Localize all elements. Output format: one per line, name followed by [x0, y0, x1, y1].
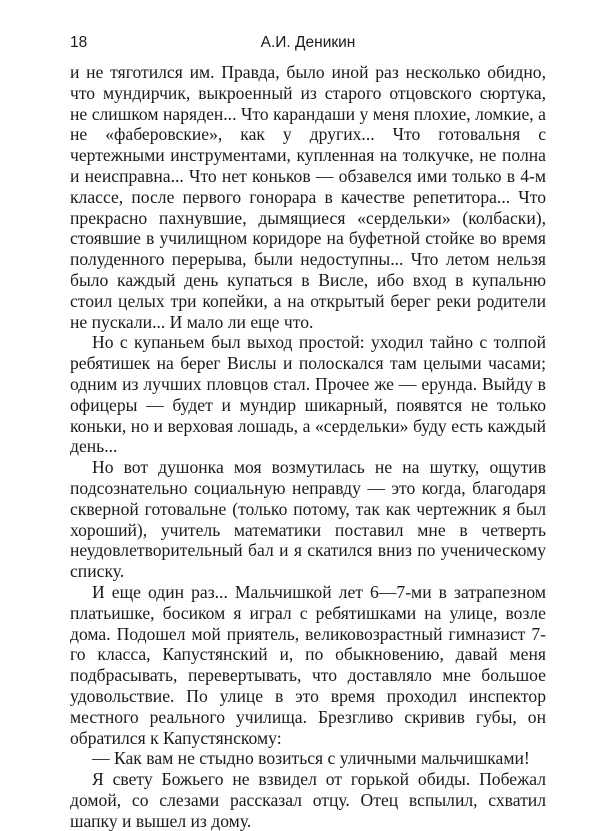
running-head: А.И. Деникин [260, 34, 356, 51]
page-header [70, 34, 546, 56]
paragraph: и не тяготился им. Правда, было иной раз несколько обидно, что мундирчик, выкроенный из старого отцовского сюртука, не слишком наряден... Что карандаши у меня плохие, ломкие, а не «фаберовские», как у других... Что готовальня с чертежными инструментами, купленная на толкучке, не полна и неисправна... Что нет коньков — обзавелся ими только в 4-м классе, после первого гонорара в качестве репетитора... Что прекрасно пахнувшие, дымящиеся «сердельки» (колбаски), стоявшие в училищном коридоре на буфетной стойке во время полуденного перерыва, были недоступны... Что летом нельзя было каждый день купаться в Висле, ибо вход в купальню стоил целых три копейки, а на открытый берег реки родители не пускали... И мало ли еще что. [70, 62, 546, 332]
paragraph: Но вот душонка моя возмутилась не на шутку, ощутив подсознательно социальную неправду — это когда, благодаря скверной готовальне (только потому, так как чертежник я был хороший), учитель математики поставил мне в четверть неудовлетворительный бал и я скатился вниз по ученическому списку. [70, 457, 546, 582]
paragraph-dialogue: — Как вам не стыдно возиться с уличными мальчишками! [92, 748, 530, 769]
body-text [70, 62, 546, 831]
page-number: 18 [70, 34, 88, 51]
paragraph: Но с купаньем был выход простой: уходил тайно с толпой ребятишек на берег Вислы и полоскался там целыми часами; одним из лучших пловцов стал. Прочее же — ерунда. Выйду в офицеры — будет и мундир шикарный, появятся не только коньки, но и верховая лошадь, а «сердельки» буду есть каждый день... [70, 332, 546, 457]
paragraph: Я свету Божьего не взвидел от горькой обиды. Побежал домой, со слезами рассказал отцу. Отец вспылил, схватил шапку и вышел из дому. [70, 769, 546, 831]
paragraph: И еще один раз... Мальчишкой лет 6—7-ми в затрапезном платьишке, босиком я играл с ребятишками на улице, возле дома. Подошел мой приятель, великовозрастный гимназист 7-го класса, Капустянский и, по обыкновению, давай меня подбрасывать, перевертывать, что доставляло мне большое удовольствие. По улице в это время проходил инспектор местного реального училища. Брезгливо скривив губы, он обратился к Капустянскому: [70, 581, 546, 748]
